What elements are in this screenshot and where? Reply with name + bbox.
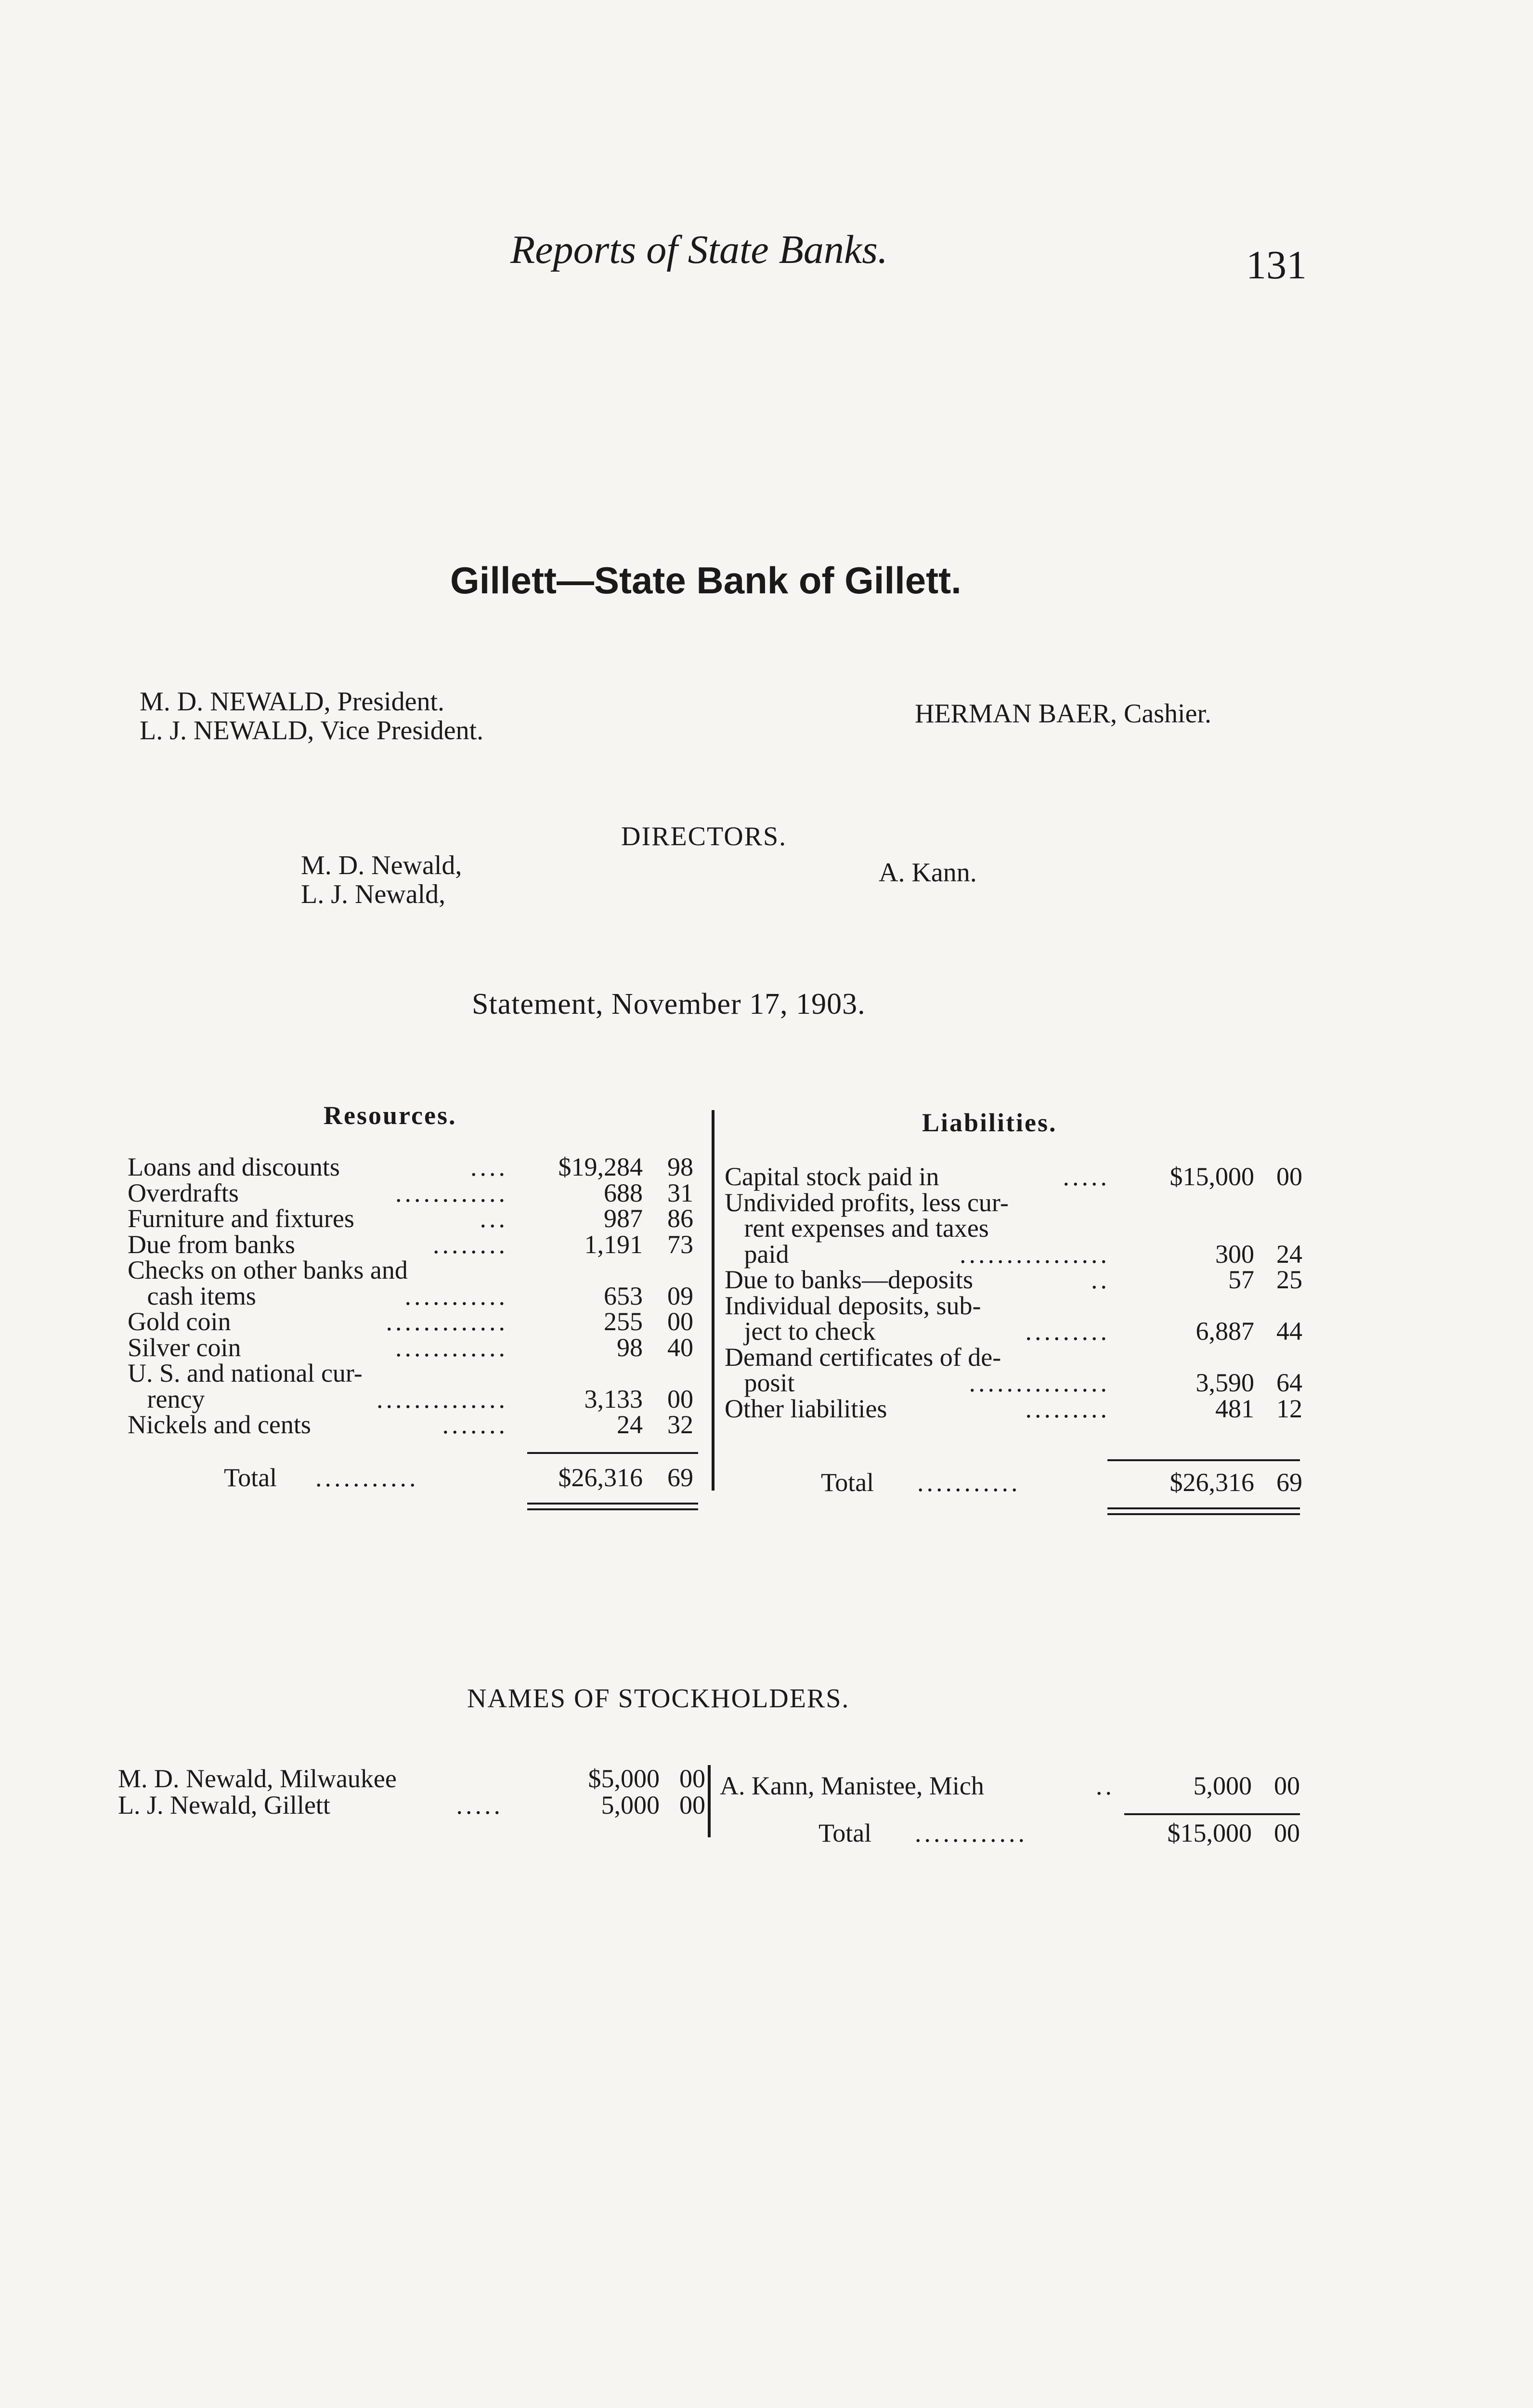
leader-dots: .........	[1025, 1317, 1110, 1346]
leader-dots: .........	[1025, 1394, 1110, 1423]
row-label: A. Kann, Manistee, Mich	[720, 1771, 984, 1800]
row-label: Loans and discounts	[128, 1152, 340, 1181]
amount-dollars: 255	[604, 1307, 643, 1336]
resources-double-rule-b	[527, 1508, 698, 1510]
liability-row	[725, 1395, 1302, 1422]
amount-dollars: 300	[1215, 1239, 1254, 1269]
amount-dollars: 1,191	[584, 1230, 643, 1259]
officer-cashier: HERMAN BAER, Cashier.	[915, 699, 1211, 729]
amount-dollars: 3,590	[1195, 1368, 1254, 1397]
leader-dots: ..	[1096, 1771, 1115, 1800]
leader-dots: ...........	[917, 1468, 1021, 1497]
liability-row	[725, 1292, 1302, 1319]
amount-cents: 00	[679, 1764, 705, 1793]
resources-double-rule-a	[527, 1503, 698, 1505]
leader-dots: ................	[960, 1239, 1110, 1269]
total-label: Total	[818, 1819, 872, 1847]
stockholder-row	[118, 1791, 705, 1819]
liability-row	[725, 1163, 1302, 1190]
row-label: paid	[725, 1239, 789, 1269]
row-label: Due to banks—deposits	[725, 1265, 973, 1294]
resource-row	[128, 1334, 701, 1361]
liability-row	[725, 1318, 1302, 1345]
amount-dollars: 481	[1215, 1394, 1254, 1423]
liabilities-double-rule-b	[1107, 1513, 1300, 1515]
amount-dollars: 5,000	[601, 1791, 660, 1819]
amount-cents: 40	[667, 1333, 693, 1362]
row-label: Capital stock paid in	[725, 1162, 939, 1191]
liability-row	[725, 1215, 1302, 1242]
stockholder-row	[118, 1764, 705, 1793]
liabilities-total-rule	[1107, 1459, 1300, 1461]
leader-dots: ....	[470, 1152, 508, 1181]
total-label: Total	[224, 1463, 277, 1492]
row-label: Overdrafts	[128, 1178, 239, 1207]
row-label: U. S. and national cur-	[128, 1359, 363, 1387]
officer-vice-president: L. J. NEWALD, Vice President.	[140, 716, 484, 746]
leader-dots: .....	[456, 1791, 503, 1819]
liability-row	[725, 1189, 1302, 1216]
row-label: Nickels and cents	[128, 1410, 311, 1439]
liabilities-double-rule-a	[1107, 1507, 1300, 1509]
row-label: Demand certificates of de-	[725, 1342, 1001, 1372]
amount-dollars: 24	[617, 1410, 643, 1439]
total-dollars: $26,316	[558, 1463, 643, 1492]
amount-cents: 31	[667, 1178, 693, 1207]
amount-cents: 32	[667, 1410, 693, 1439]
leader-dots: ...........	[404, 1281, 508, 1310]
row-label: L. J. Newald, Gillett	[118, 1791, 330, 1819]
row-label: posit	[725, 1368, 795, 1397]
resource-row	[128, 1283, 701, 1309]
amount-dollars: 5,000	[1193, 1771, 1252, 1800]
stockholders-divider	[708, 1765, 711, 1837]
stockholders-total-rule	[1124, 1813, 1300, 1815]
row-label: Checks on other banks and	[128, 1256, 408, 1284]
row-label: Undivided profits, less cur-	[725, 1188, 1009, 1217]
total-label: Total	[821, 1468, 874, 1497]
amount-dollars: 6,887	[1195, 1317, 1254, 1346]
leader-dots: .............	[386, 1307, 508, 1336]
total-cents: 00	[1274, 1819, 1300, 1847]
resource-row	[128, 1386, 701, 1413]
amount-cents: 00	[1274, 1771, 1300, 1800]
resources-total-rule	[527, 1452, 698, 1454]
amount-cents: 98	[667, 1152, 693, 1181]
resources-total-row	[224, 1464, 701, 1491]
row-label: Other liabilities	[725, 1394, 887, 1423]
amount-cents: 12	[1276, 1394, 1302, 1423]
resource-row	[128, 1205, 701, 1232]
amount-dollars: 987	[604, 1204, 643, 1233]
page-number: 131	[1246, 243, 1307, 288]
resource-row	[128, 1231, 701, 1258]
amount-cents: 44	[1276, 1317, 1302, 1346]
amount-cents: 86	[667, 1204, 693, 1233]
row-label: M. D. Newald, Milwaukee	[118, 1764, 397, 1793]
running-header: Reports of State Banks.	[510, 227, 888, 272]
liabilities-total-row	[821, 1469, 1302, 1496]
leader-dots: ..	[1091, 1265, 1110, 1294]
total-dollars: $26,316	[1169, 1468, 1254, 1497]
amount-dollars: $19,284	[558, 1152, 643, 1181]
row-label: ject to check	[725, 1317, 876, 1346]
resource-row	[128, 1360, 701, 1387]
director-3: A. Kann.	[879, 858, 977, 888]
leader-dots: ..............	[377, 1384, 508, 1413]
amount-cents: 64	[1276, 1368, 1302, 1397]
resource-row	[128, 1153, 701, 1180]
row-label: rency	[128, 1384, 205, 1413]
row-label: Due from banks	[128, 1230, 295, 1259]
amount-cents: 09	[667, 1281, 693, 1310]
resource-row	[128, 1256, 701, 1283]
total-cents: 69	[667, 1463, 693, 1492]
row-label: Furniture and fixtures	[128, 1204, 354, 1233]
amount-cents: 25	[1276, 1265, 1302, 1294]
amount-cents: 24	[1276, 1239, 1302, 1269]
amount-dollars: 653	[604, 1281, 643, 1310]
row-label: Individual deposits, sub-	[725, 1291, 981, 1320]
column-divider	[712, 1110, 715, 1491]
liabilities-heading: Liabilities.	[922, 1108, 1057, 1137]
resource-row	[128, 1308, 701, 1335]
leader-dots: .....	[1063, 1162, 1110, 1191]
leader-dots: ............	[915, 1819, 1027, 1847]
leader-dots: ...	[480, 1204, 508, 1233]
liability-row	[725, 1369, 1302, 1396]
bank-title: Gillett—State Bank of Gillett.	[450, 559, 961, 602]
leader-dots: ............	[395, 1333, 508, 1362]
director-1: M. D. Newald,	[301, 851, 462, 880]
director-2: L. J. Newald,	[301, 879, 446, 909]
row-label: rent expenses and taxes	[725, 1214, 989, 1243]
amount-dollars: $5,000	[588, 1764, 660, 1793]
row-label: Silver coin	[128, 1333, 241, 1362]
amount-cents: 00	[667, 1307, 693, 1336]
amount-cents: 00	[667, 1384, 693, 1413]
resource-row	[128, 1179, 701, 1206]
row-label: Gold coin	[128, 1307, 231, 1336]
amount-dollars: 3,133	[584, 1384, 643, 1413]
total-cents: 69	[1276, 1468, 1302, 1497]
row-label: cash items	[128, 1281, 256, 1310]
statement-date: Statement, November 17, 1903.	[472, 988, 866, 1021]
amount-dollars: $15,000	[1169, 1162, 1254, 1191]
resource-row	[128, 1411, 701, 1438]
stockholders-heading: NAMES OF STOCKHOLDERS.	[467, 1684, 850, 1714]
resources-heading: Resources.	[324, 1101, 457, 1130]
stockholder-row	[720, 1772, 1298, 1799]
amount-cents: 00	[1276, 1162, 1302, 1191]
amount-cents: 00	[679, 1791, 705, 1819]
leader-dots: ...........	[315, 1463, 419, 1492]
amount-dollars: 688	[604, 1178, 643, 1207]
leader-dots: ........	[433, 1230, 508, 1259]
leader-dots: .......	[442, 1410, 508, 1439]
officer-president: M. D. NEWALD, President.	[140, 687, 445, 717]
total-dollars: $15,000	[1167, 1819, 1252, 1847]
stockholders-total-row	[818, 1819, 1300, 1846]
liability-row	[725, 1344, 1302, 1371]
directors-heading: DIRECTORS.	[621, 822, 787, 851]
leader-dots: ...............	[969, 1368, 1110, 1397]
amount-cents: 73	[667, 1230, 693, 1259]
liability-row	[725, 1241, 1302, 1268]
amount-dollars: 57	[1228, 1265, 1254, 1294]
liability-row	[725, 1266, 1302, 1293]
leader-dots: ............	[395, 1178, 508, 1207]
amount-dollars: 98	[617, 1333, 643, 1362]
